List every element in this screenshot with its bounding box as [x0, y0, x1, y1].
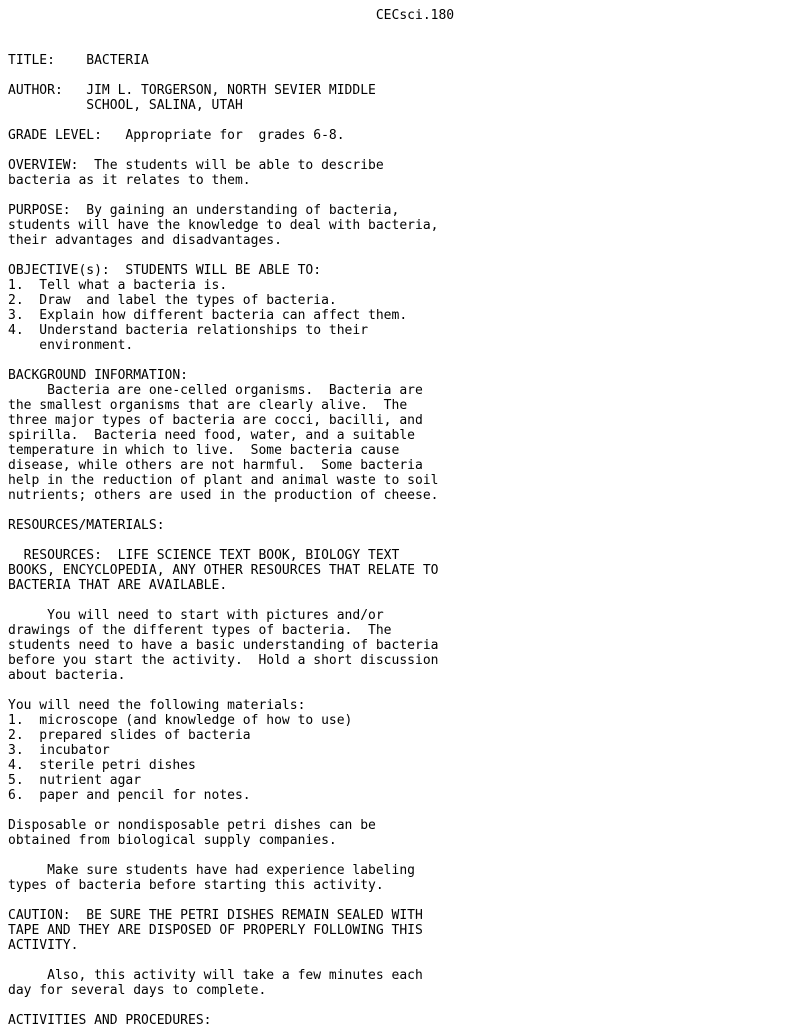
document-text: CECsci.180 TITLE: BACTERIA AUTHOR: JIM L. TORGERSON, NORTH SEVIER MIDDLE SCHOOL, SALINA, UTAH GRADE LEVEL: Appropriate for grades 6-8. OVERVIEW: The students will be able to describe bacteria as it relates to them. PURPOSE: By gaining an understanding of bacteria, students will have the knowledge to deal with bacteria, their advantages and disadvantages. OBJECTIVE(s): STUDENTS WILL BE ABLE TO: 1. Tell what a bacteria is. 2. Draw and label the types of bacteria. 3. Explain how different bacteria can affect them. 4. Understand bacteria relationships to their environment. BACKGROUND INFORMATION: Bacteria are one-celled organisms. Bacteria are the smallest organisms that are clearly alive. The three major types of bacteria are cocci, bacilli, and spirilla. Bacteria need food, water, and a suitable temperature in which to live. Some bacteria cause disease, while others are not harmful. Some bacteria help in the reduction of plant and animal waste to soil nutrients; others are used in the production of cheese. RESOURCES/MATERIALS: RESOURCES: LIFE SCIENCE TEXT BOOK, BIOLOGY TEXT BOOKS, ENCYCLOPEDIA, ANY OTHER RESOURCES THAT RELATE TO BACTERIA THAT ARE AVAILABLE. You will need to start with pictures and/or drawings of the different types of bacteria. The students need to have a basic understanding of bacteria before you start the activity. Hold a short discussion about bacteria. You will need the following materials: 1. microscope (and knowledge of how to use) 2. prepared slides of bacteria 3. incubator 4. sterile petri dishes 5. nutrient agar 6. paper and pencil for notes. Disposable or nondisposable petri dishes can be obtained from biological supply companies. Make sure students have had experience labeling types of bacteria before starting this activity. CAUTION: BE SURE THE PETRI DISHES REMAIN SEALED WITH TAPE AND THEY ARE DISPOSED OF PROPERLY FOLLOWING THIS ACTIVITY. Also, this activity will take a few minutes each day for several days to complete. ACTIVITIES AND PROCEDURES: [8, 8, 455, 1028]
